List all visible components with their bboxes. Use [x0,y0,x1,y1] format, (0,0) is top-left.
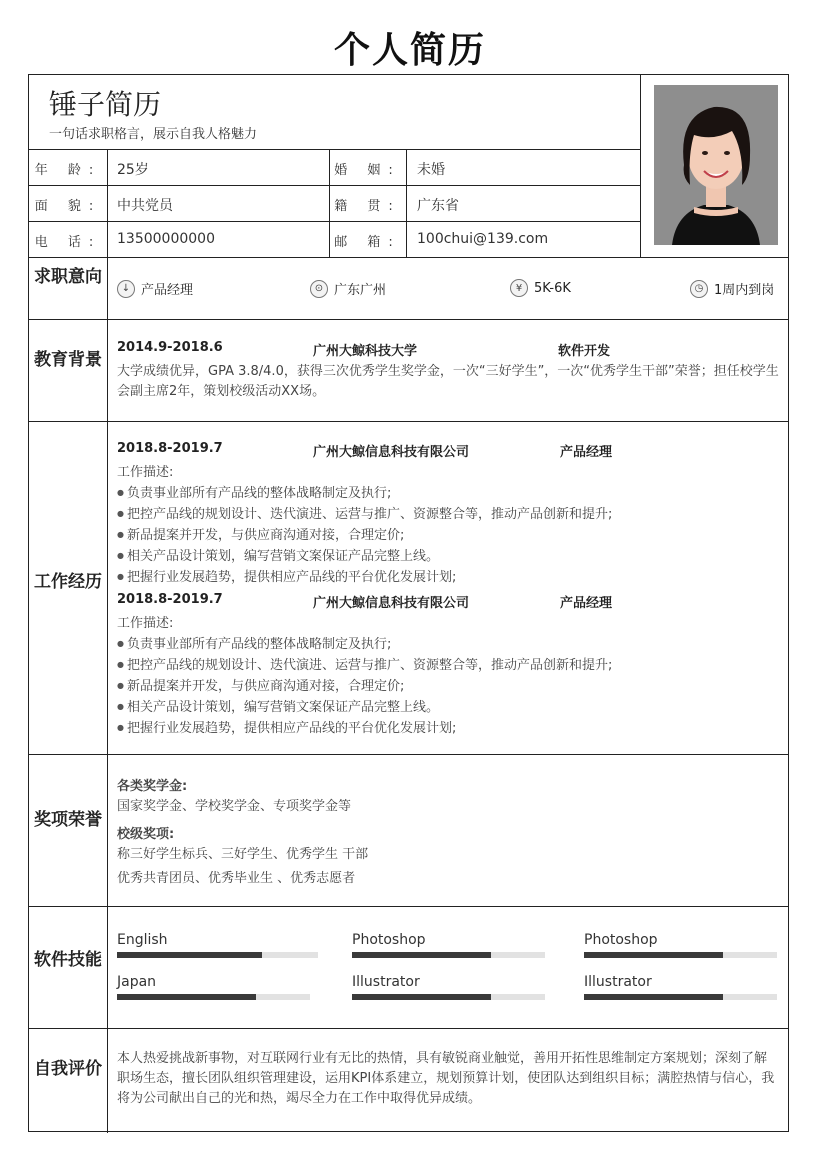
work1-bullet: ● 把握行业发展趋势，提供相应产品线的平台优化发展计划; [117,567,779,588]
skill-name: Japan [117,974,157,990]
edu-desc: 大学成绩优异，GPA 3.8/4.0，获得三次优秀学生奖学金，一次“三好学生”，一次“优秀学生干部”荣誉；担任校学生会副主席2年，策划校级活动XX场。 [117,364,779,399]
politics-label: 面 貌: [34,199,102,214]
email-value: 100chui@139.com [417,231,549,247]
edu-school: 广州大鲸科技大学 [313,344,418,359]
age-label: 年 龄: [34,163,102,178]
skill-item [117,932,318,958]
motto: 一句话求职格言，展示自我人格魅力 [49,127,258,142]
skill-name: Illustrator [584,974,652,990]
skill-bar [117,994,310,1000]
skill-bar [352,994,545,1000]
awards-scholarship-title: 各类奖学金: [117,779,188,794]
awards-scholarship: 国家奖学金、学校奖学金、专项奖学金等 [117,799,352,814]
skill-item [117,974,310,1000]
intent-city [310,279,386,298]
awards-school-line1: 称三好学生标兵、三好学生、优秀学生 干部 [117,847,369,862]
skill-bar [584,952,777,958]
intent-position [117,279,193,298]
skill-bar-fill [352,952,491,958]
politics-value: 中共党员 [117,198,173,214]
skill-bar-fill [584,994,723,1000]
section-awards-title: 奖项荣誉 [34,810,102,830]
intent-position-text: 产品经理 [141,283,194,298]
skill-bar-fill [117,952,262,958]
work1-desc-label: 工作描述: [117,465,174,480]
work2-bullet: ● 新品提案并开发，与供应商沟通对接，合理定价; [117,676,779,697]
resume-frame [28,74,789,1132]
profile-photo [654,85,778,245]
skill-bar-fill [352,994,491,1000]
skill-item [352,974,545,1000]
origin-value: 广东省 [417,198,459,214]
page-title: 个人简历 [333,30,486,71]
intent-arrival-text: 1周内到岗 [714,283,775,298]
work2-bullet: ● 相关产品设计策划，编写营销文案保证产品完整上线。 [117,697,779,718]
work2-title: 产品经理 [560,596,613,611]
section-skills-title: 软件技能 [34,950,102,970]
intent-salary [510,279,571,297]
awards-school-line2: 优秀共青团员、优秀毕业生 、优秀志愿者 [117,871,356,886]
portrait-illustration [654,85,778,245]
awards-school-title: 校级奖项: [117,827,175,842]
intent-salary-text: 5K-6K [534,280,571,296]
section-work-title: 工作经历 [34,572,102,592]
work2-bullet: ● 把握行业发展趋势，提供相应产品线的平台优化发展计划; [117,718,779,739]
work2-bullet: ● 负责事业部所有产品线的整体战略制定及执行; [117,634,779,655]
yen-icon: ¥ [510,279,528,297]
skill-item [584,974,777,1000]
self-eval-text: 本人热爱挑战新事物，对互联网行业有无比的热情，具有敏锐商业触觉，善用开拓性思维制定方案规划；深刻了解职场生态，擅长团队组织管理建设，运用KPI体系建立，规划预算计划，使团队达到组织目标；满腔热情与信心，我将为公司献出自己的光和热，竭尽全力在工作中取得优异成绩。 [117,1051,775,1106]
skill-bar-fill [584,952,723,958]
skill-bar [117,952,318,958]
work1-desc [117,463,779,588]
intent-city-text: 广东广州 [334,283,387,298]
work1-bullet: ● 把控产品线的规划设计、迭代演进、运营与推广、资源整合等，推动产品创新和提升; [117,504,779,525]
marriage-label: 婚 姻: [334,163,401,178]
skill-item [352,932,545,958]
work1-bullet: ● 负责事业部所有产品线的整体战略制定及执行; [117,483,779,504]
work2-bullet: ● 把控产品线的规划设计、迭代演进、运营与推广、资源整合等，推动产品创新和提升; [117,655,779,676]
work1-bullet: ● 相关产品设计策划，编写营销文案保证产品完整上线。 [117,546,779,567]
work2-desc [117,614,779,739]
section-self-title: 自我评价 [34,1059,102,1079]
work1-bullet: ● 新品提案并开发，与供应商沟通对接，合理定价; [117,525,779,546]
skill-bar-fill [117,994,256,1000]
skill-bar [584,994,777,1000]
age-value: 25岁 [117,162,149,178]
work1-period: 2018.8-2019.7 [117,441,223,456]
work1-company: 广州大鲸信息科技有限公司 [313,445,470,460]
work1-title: 产品经理 [560,445,613,460]
email-label: 邮 箱: [334,235,401,250]
section-intent-title: 求职意向 [34,267,102,287]
section-education-title: 教育背景 [34,350,102,370]
skill-item [584,932,777,958]
skill-bar [352,952,545,958]
edu-major: 软件开发 [558,344,611,359]
phone-label: 电 话: [34,235,102,250]
phone-value: 13500000000 [117,231,215,247]
skill-name: Illustrator [352,974,420,990]
work2-period: 2018.8-2019.7 [117,592,223,607]
clock-icon: ◷ [690,280,708,298]
skill-name: Photoshop [584,932,658,948]
edu-period: 2014.9-2018.6 [117,340,223,355]
skill-name: Photoshop [352,932,426,948]
location-pin-icon: ⊙ [310,280,328,298]
intent-arrival [690,279,774,298]
candidate-name: 锤子简历 [49,88,162,121]
origin-label: 籍 贯: [334,199,401,214]
skill-name: English [117,932,168,948]
work2-desc-label: 工作描述: [117,616,174,631]
download-arrow-icon: ↓ [117,280,135,298]
marriage-value: 未婚 [417,162,445,178]
work2-company: 广州大鲸信息科技有限公司 [313,596,470,611]
